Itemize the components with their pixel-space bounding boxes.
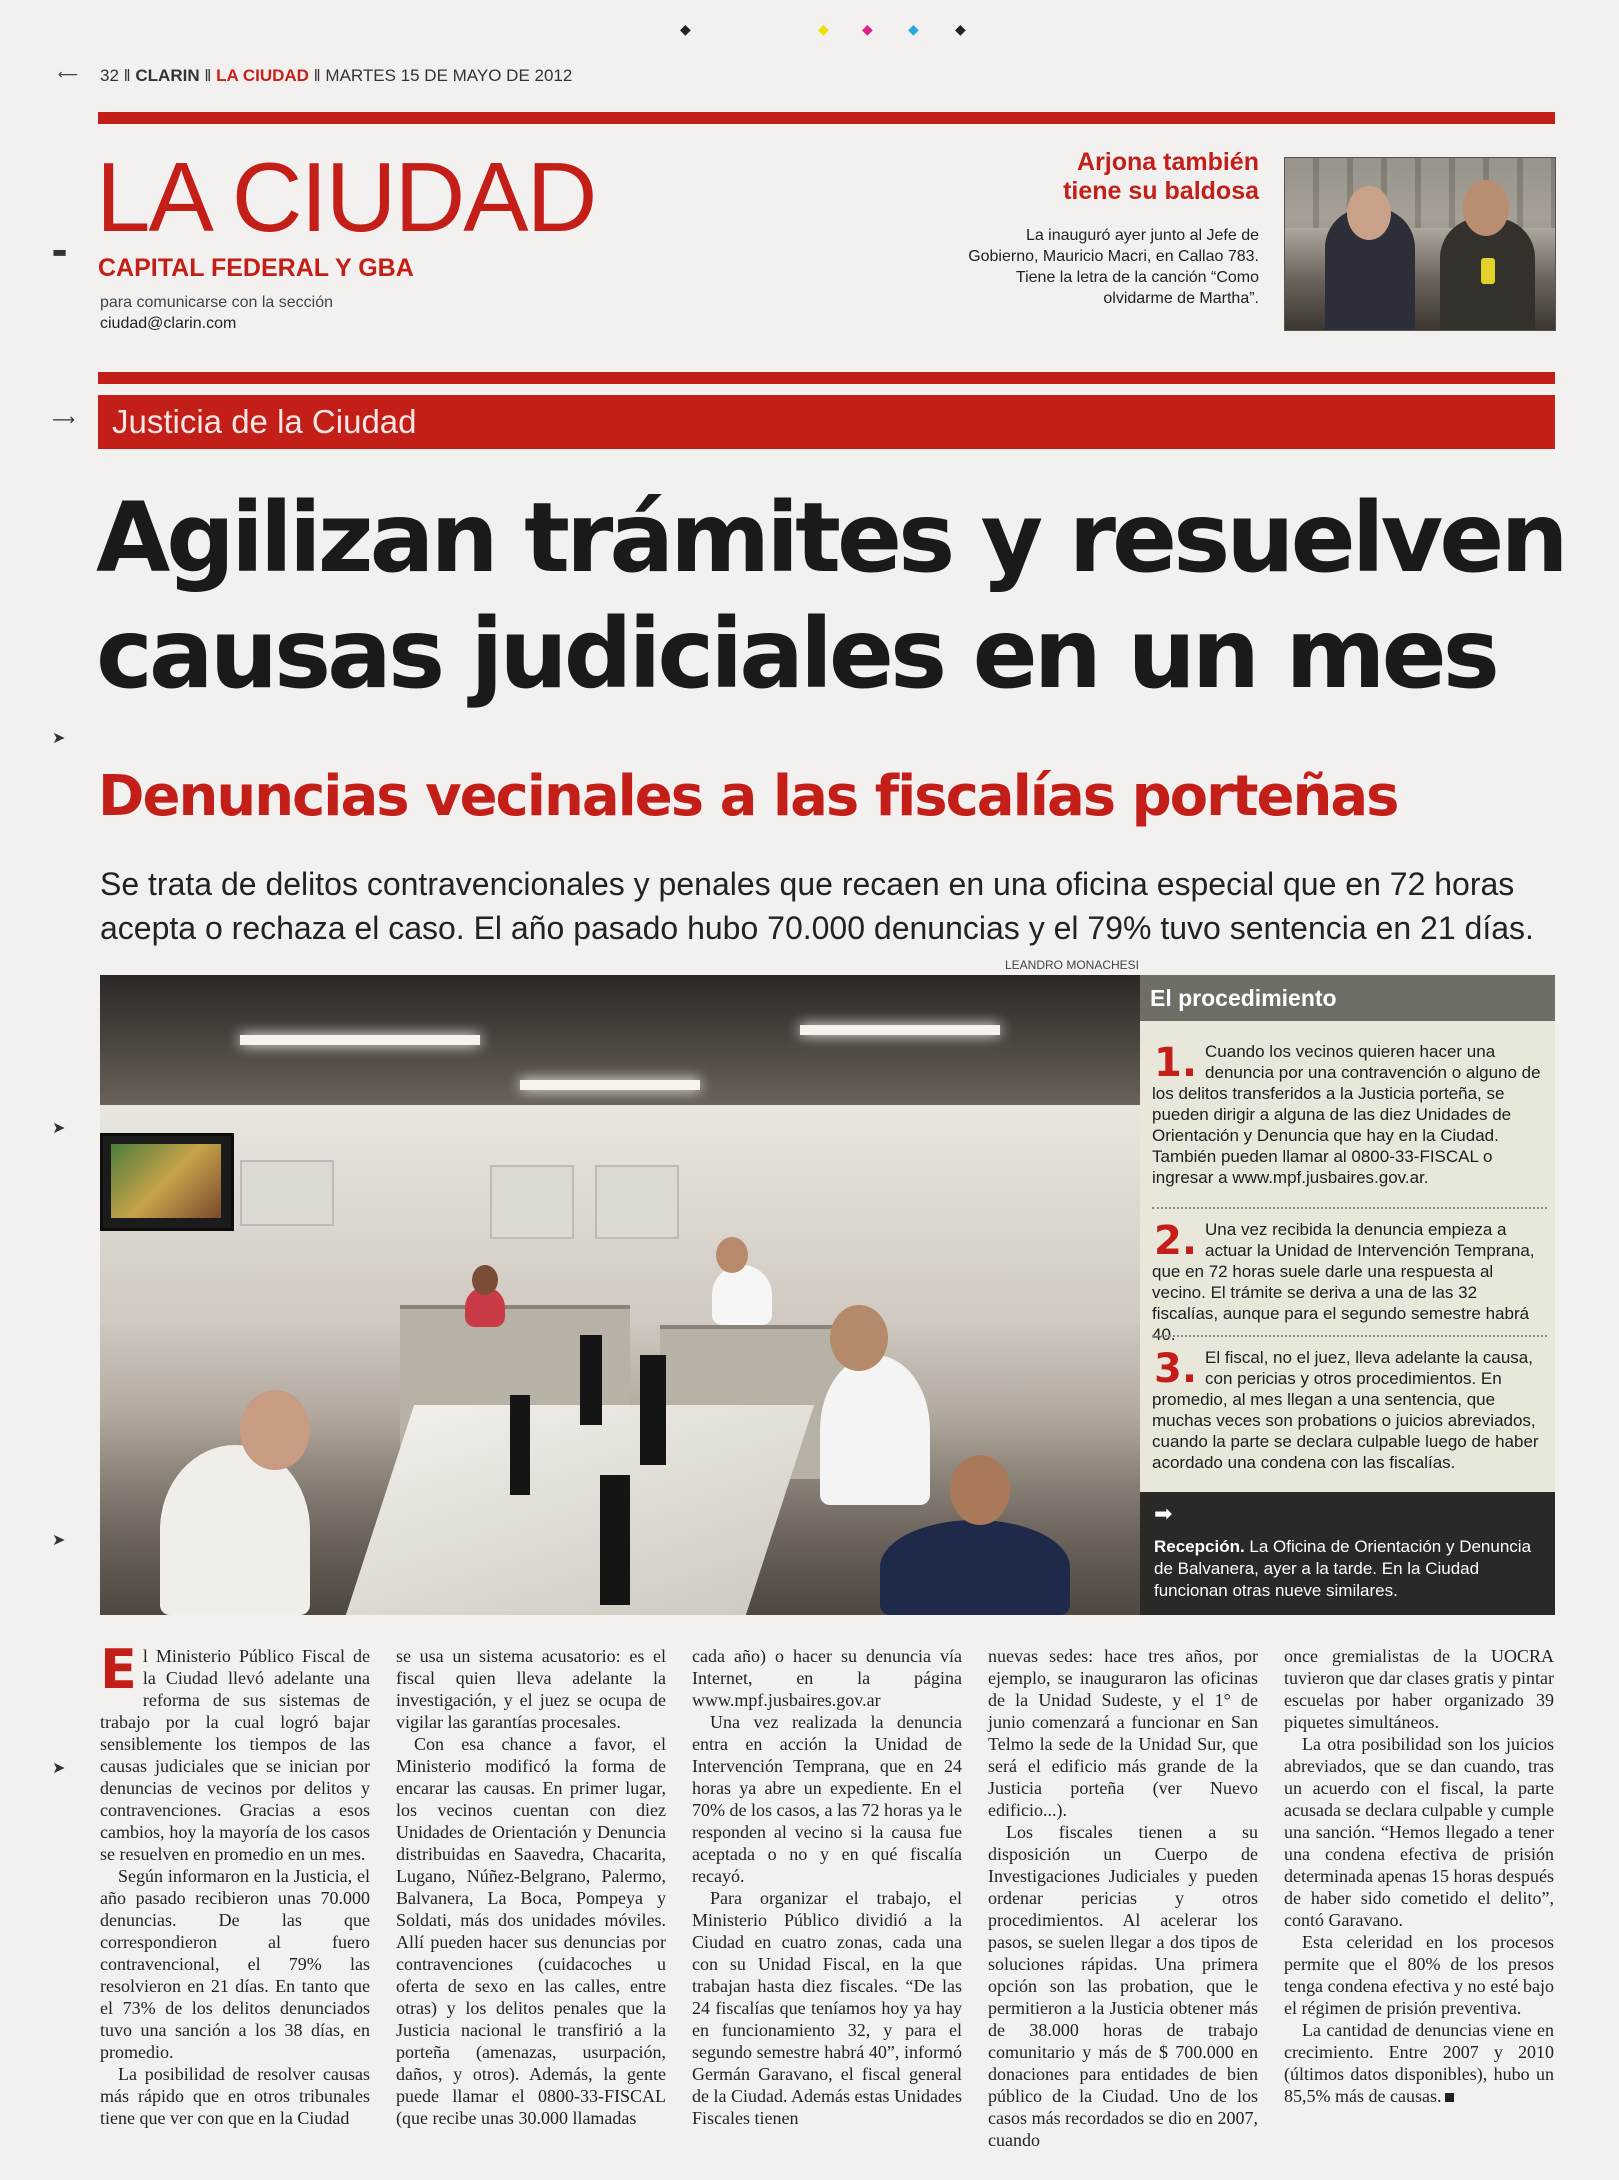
step-text: El fiscal, no el juez, lleva adelante la causa, con pericias y otros procedimientos. En promedio, al mes llegan a una sentencia, que muchas veces son probations o juicios abreviados, cuando la parte se declara culpable luego de haber acordado una condena con las fiscalías. bbox=[1152, 1348, 1539, 1472]
photo-person bbox=[712, 1265, 772, 1325]
main-photo bbox=[100, 975, 1140, 1615]
body-text: La cantidad de denuncias viene en crecimiento. Entre 2007 y 2010 (últimos datos disponibles), hubo un 85,5% más de causas. bbox=[1284, 2020, 1554, 2106]
margin-mark-icon: ➤ bbox=[52, 1118, 66, 1137]
photo-person-head bbox=[472, 1265, 498, 1295]
promo-headline bbox=[959, 148, 1259, 206]
caption-arrow-icon: ➡ bbox=[1154, 1502, 1173, 1527]
body-paragraph bbox=[1284, 2019, 1554, 2107]
photo-wall-art bbox=[595, 1165, 679, 1239]
photo-monitor bbox=[510, 1395, 530, 1495]
body-paragraph: Una vez realizada la denuncia entra en acción la Unidad de Intervención Temprana, que en 24 horas ya abre un expediente. En el 70% de los casos, a las 72 horas ya le responden al vecino si la causa fue aceptada o no y en qué fiscalía recayó. bbox=[692, 1712, 962, 1886]
margin-mark-icon: ⟶ bbox=[52, 410, 75, 429]
caption-bold: Recepción. bbox=[1154, 1537, 1245, 1556]
photo-ceiling-light bbox=[520, 1080, 700, 1090]
photo-person bbox=[880, 1520, 1070, 1615]
headline bbox=[96, 480, 1566, 712]
step-number: 1. bbox=[1154, 1040, 1198, 1086]
photo-person-head bbox=[716, 1237, 748, 1273]
promo-headline-line1: Arjona también bbox=[1077, 148, 1259, 176]
registration-dot-icon: ◆ bbox=[680, 22, 691, 38]
photo-wall-art bbox=[490, 1165, 574, 1239]
photo-tv bbox=[100, 1133, 234, 1231]
end-mark-icon bbox=[1445, 2093, 1454, 2102]
body-paragraph: cada año) o hacer su denuncia vía Internet, en la página www.mpf.jusbaires.gov.ar bbox=[692, 1646, 962, 1710]
subheadline: Denuncias vecinales a las fiscalías porteñas bbox=[98, 764, 1398, 829]
promo-headline-line2: tiene su baldosa bbox=[1063, 177, 1259, 205]
photo-person-head bbox=[830, 1305, 888, 1371]
photo-caption bbox=[1140, 1492, 1555, 1615]
photo-person-head bbox=[950, 1455, 1010, 1525]
body-paragraph bbox=[100, 1638, 370, 1865]
body-paragraph: Para organizar el trabajo, el Ministerio Público dividió a la Ciudad en cuatro zonas, cada una con su Unidad Fiscal, en la que trabajan hasta diez fiscales. “De las 24 fiscalías que teníamos hoy ya hay en funcionamiento 32, y para el segundo semestre habrá 40”, informó Germán Garavano, el fiscal general de la Ciudad. Además estas Unidades Fiscales tienen bbox=[692, 1888, 962, 2128]
body-paragraph: Esta celeridad en los procesos permite que el 80% de los presos tenga condena efectiva y no esté bajo el régimen de prisión preventiva. bbox=[1284, 1932, 1554, 2018]
procedure-step bbox=[1152, 1219, 1547, 1345]
margin-mark-icon: ➤ bbox=[52, 1758, 66, 1777]
photo-monitor bbox=[600, 1475, 630, 1605]
body-paragraph: once gremialistas de la UOCRA tuvieron que dar clases gratis y pintar escuelas por haber organizado 39 piquetes simultáneos. bbox=[1284, 1646, 1554, 1732]
headline-line2: causas judiciales en un mes bbox=[96, 598, 1496, 710]
photo-monitor bbox=[640, 1355, 666, 1465]
section-title: LA CIUDAD bbox=[96, 142, 596, 252]
photo-ceiling bbox=[100, 975, 1140, 1115]
body-paragraph: Según informaron en la Justicia, el año pasado recibieron unas 70.000 denuncias. De las que correspondieron al fuero contravencional, el 79% las resolvieron en 21 días. En tanto que el 73% de los delitos denunciados tuvo una sanción a los 38 días, en promedio. bbox=[100, 1866, 370, 2062]
folio-date: MARTES 15 DE MAYO DE 2012 bbox=[325, 66, 573, 85]
registration-dot-icon: ◆ bbox=[862, 22, 873, 38]
registration-dot-icon: ◆ bbox=[818, 22, 829, 38]
photo-monitor bbox=[580, 1335, 602, 1425]
caption-body: La Oficina de Orientación y Denuncia de Balvanera, ayer a la tarde. En la Ciudad funcionan otras nueve similares. bbox=[1154, 1537, 1532, 1600]
body-column-1 bbox=[100, 1638, 370, 2129]
headline-line1: Agilizan trámites y resuelven bbox=[96, 482, 1565, 594]
margin-mark-icon: ▬ bbox=[52, 242, 68, 261]
photo-person bbox=[160, 1445, 310, 1615]
promo-photo-head bbox=[1463, 180, 1509, 236]
top-rule bbox=[98, 112, 1555, 124]
promo-photo-head bbox=[1347, 186, 1391, 240]
photo-wall-art bbox=[240, 1160, 334, 1226]
step-text: Una vez recibida la denuncia empieza a actuar la Unidad de Intervención Temprana, que en 72 horas suele darle una respuesta al vecino. El trámite se deriva a una de las 32 fiscalías, aunque para el segundo semestre habrá 40. bbox=[1152, 1220, 1535, 1344]
body-column-4 bbox=[988, 1645, 1258, 2151]
folio-page: 32 bbox=[100, 66, 119, 85]
microphone-icon bbox=[1481, 258, 1495, 284]
body-paragraph: Con esa chance a favor, el Ministerio modificó la forma de encarar las causas. En primer lugar, los vecinos cuentan con diez Unidades de Orientación y Denuncia distribuidas en Saavedra, Chacarita, Lugano, Núñez-Belgrano, Palermo, Balvanera, La Boca, Pompeya y Soldati, más dos unidades móviles. Allí pueden hacer sus denuncias por contravenciones (cuidacoches u oferta de sexo en las calles, entre otras) y los delitos penales que la Justicia nacional le transfirió a la porteña (amenazas, usurpación, daños, y otros). Además, la gente puede llamar el 0800-33-FISCAL (que recibe unas 30.000 llamadas bbox=[396, 1734, 666, 2128]
section-rule bbox=[98, 372, 1555, 384]
body-text: l Ministerio Público Fiscal de la Ciudad llevó adelante una reforma de sus sistemas de trabajo por la cual logró bajar sensiblemente los tiempos de las causas judiciales que se inician por denuncias de vecinos por delitos y contravenciones. Gracias a esos cambios, hoy la mayoría de los casos se resuelven en promedio en un mes. bbox=[100, 1646, 370, 1864]
step-divider bbox=[1152, 1335, 1547, 1337]
body-paragraph: nuevas sedes: hace tres años, por ejemplo, se inauguraron las oficinas de la Unidad Sudeste, y el 1° de junio comenzará a funcionar en San Telmo la sede de la Unidad Sur, que será el edificio más grande de la Justicia porteña (ver Nuevo edificio...). bbox=[988, 1646, 1258, 1820]
registration-dot-icon: ◆ bbox=[908, 22, 919, 38]
step-number: 3. bbox=[1154, 1346, 1198, 1392]
photo-credit: LEANDRO MONACHESI bbox=[1004, 958, 1139, 972]
body-column-5 bbox=[1284, 1645, 1554, 2107]
section-contact bbox=[100, 292, 333, 334]
kicker-label: Justicia de la Ciudad bbox=[112, 403, 417, 440]
photo-ceiling-light bbox=[800, 1025, 1000, 1035]
contact-email: ciudad@clarin.com bbox=[100, 315, 237, 332]
folio: 32 ‖ CLARIN ‖ LA CIUDAD ‖ MARTES 15 DE MAYO DE 2012 bbox=[100, 66, 573, 85]
dropcap: E bbox=[100, 1638, 137, 1701]
registration-dot-icon: ◆ bbox=[955, 22, 966, 38]
contact-line: para comunicarse con la sección bbox=[100, 294, 334, 311]
sidebar-header bbox=[1140, 975, 1555, 1021]
step-text: Cuando los vecinos quieren hacer una denuncia por una contravención o alguno de los delitos transferidos a la Justicia porteña, se pueden dirigir a alguna de las diez Unidades de Orientación y Denuncia que hay en la Ciudad. También pueden llamar al 0800-33-FISCAL o ingresar a www.mpf.jusbaires.gov.ar. bbox=[1152, 1042, 1541, 1187]
promo-text: La inauguró ayer junto al Jefe de Gobierno, Mauricio Macri, en Callao 783. Tiene la letra de la canción “Como olvidarme de Martha”. bbox=[968, 227, 1259, 307]
body-paragraph: se usa un sistema acusatorio: es el fiscal quien lleva adelante la investigación, y el juez se ocupa de vigilar las garantías procesales. bbox=[396, 1646, 666, 1732]
photo-desk bbox=[346, 1405, 814, 1615]
sidebar-title: El procedimiento bbox=[1150, 985, 1337, 1011]
margin-mark-icon: ➤ bbox=[52, 728, 66, 747]
margin-mark-icon: ➤ bbox=[52, 1530, 66, 1549]
body-column-3 bbox=[692, 1645, 962, 2129]
photo-person bbox=[820, 1355, 930, 1505]
procedure-step bbox=[1152, 1347, 1547, 1473]
photo-ceiling-light bbox=[240, 1035, 480, 1045]
kicker-bar bbox=[98, 395, 1555, 449]
folio-section: LA CIUDAD bbox=[216, 66, 309, 85]
promo-photo bbox=[1284, 157, 1556, 331]
body-column-2 bbox=[396, 1645, 666, 2129]
photo-tv-screen bbox=[111, 1144, 221, 1218]
step-number: 2. bbox=[1154, 1218, 1198, 1264]
promo-photo-building bbox=[1285, 158, 1555, 228]
body-paragraph: Los fiscales tienen a su disposición un Cuerpo de Investigaciones Judiciales y pueden ordenar pericias y otros procedimientos. Al acelerar los pasos, se suelen llegar a dos tipos de soluciones rápidas. Una primera opción son las probation, que le permitieron a la Justicia obtener más de 38.000 horas de trabajo comunitario y más de $ 700.000 en donaciones para entidades de bien público de la Ciudad. Uno de los casos más recordados se dio en 2007, cuando bbox=[988, 1822, 1258, 2150]
photo-person-head bbox=[240, 1390, 310, 1470]
caption-text bbox=[1154, 1536, 1544, 1602]
step-divider bbox=[1152, 1207, 1547, 1209]
section-subtitle: CAPITAL FEDERAL Y GBA bbox=[98, 254, 414, 282]
body-paragraph: La posibilidad de resolver causas más rápido que en otros tribunales tiene que ver con que en la Ciudad bbox=[100, 2064, 370, 2128]
deck: Se trata de delitos contravencionales y penales que recaen en una oficina especial que en 72 horas acepta o rechaza el caso. El año pasado hubo 70.000 denuncias y el 79% tuvo sentencia en 21 días. bbox=[100, 866, 1534, 946]
body-paragraph: La otra posibilidad son los juicios abreviados, que se dan cuando, tras un acuerdo con el fiscal, la parte acusada se declara culpable y cumple una sanción. “Hemos llegado a tener una condena efectiva de prisión determinada apenas 15 horas después de haber sido cometido el delito”, contó Garavano. bbox=[1284, 1734, 1554, 1930]
folio-paper: CLARIN bbox=[135, 66, 200, 85]
procedure-step bbox=[1152, 1041, 1547, 1188]
folio-arrow-icon: ⟵ bbox=[58, 67, 79, 83]
